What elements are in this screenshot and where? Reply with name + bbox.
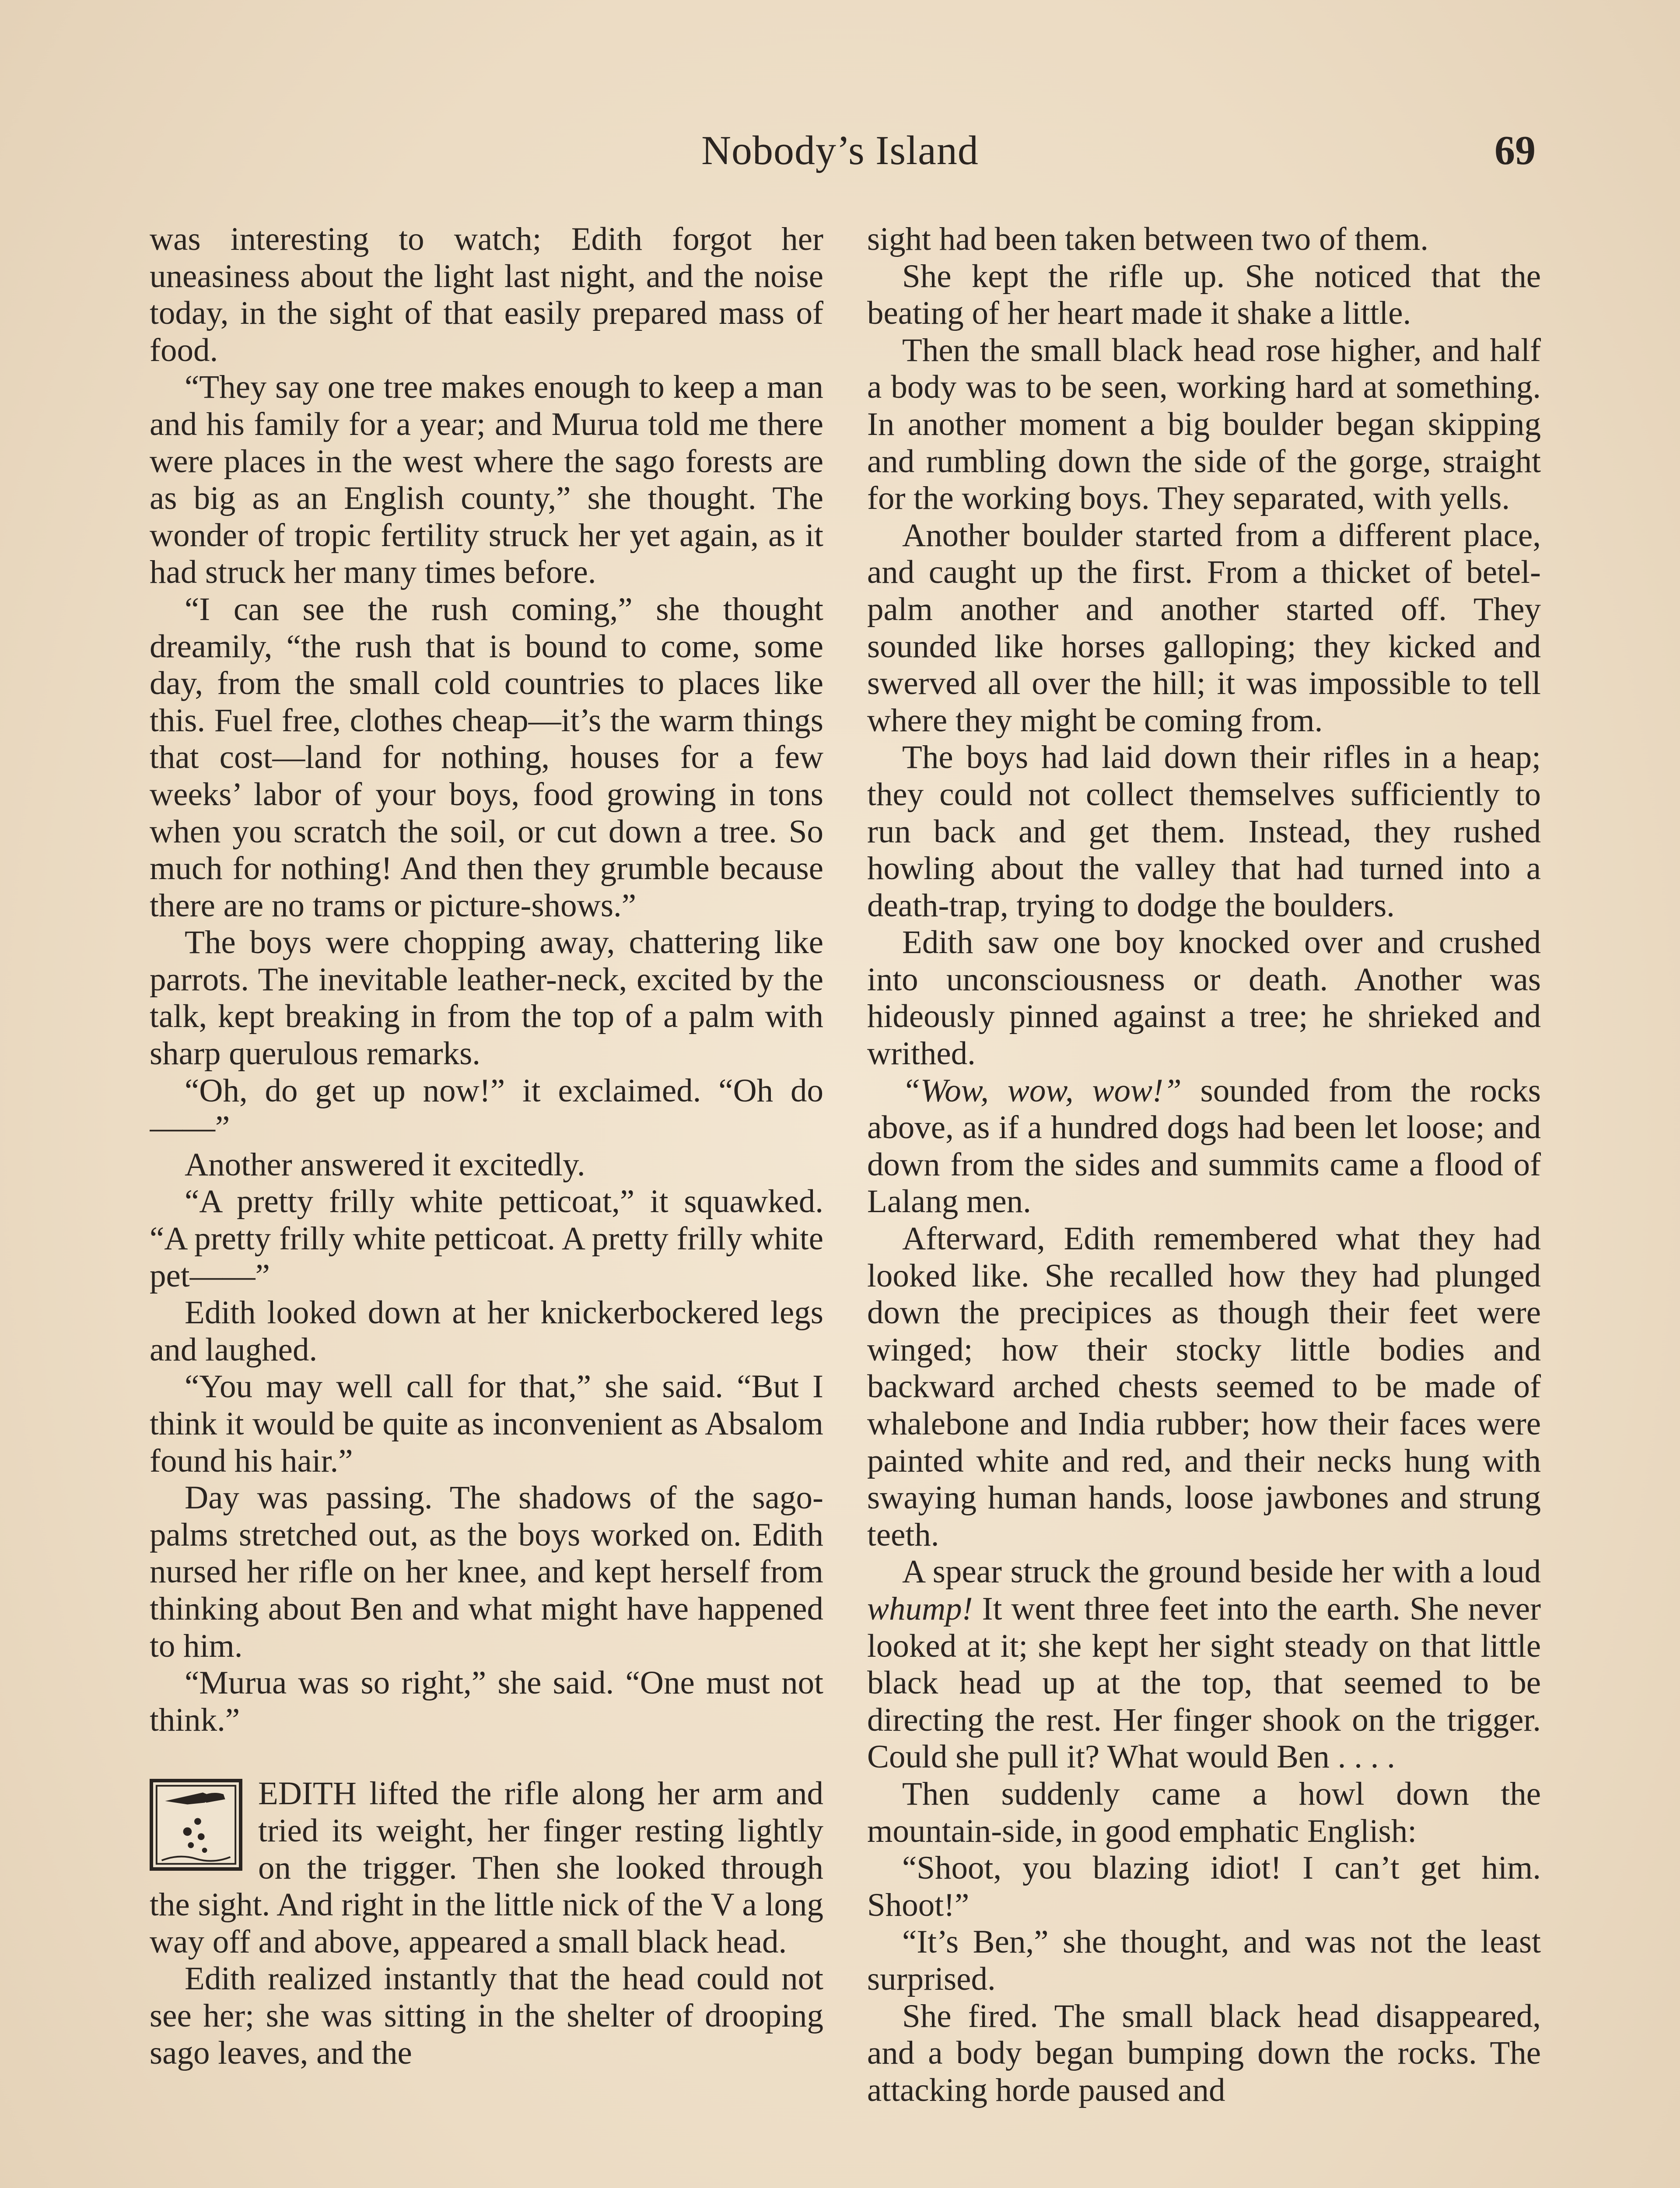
paragraph: “They say one tree makes enough to keep a man and his family for a year; and Murua told me there were places in the west where the sago forests are as big as an English county,” she thought. The wonder of tropic fertility struck her yet again, as it had struck her many times before. [150, 369, 823, 591]
paragraph: “Shoot, you blazing idiot! I can’t get him. Shoot!” [867, 1850, 1541, 1923]
section-lead-word: EDITH [258, 1775, 357, 1812]
paragraph: Edith realized instantly that the head could not see her; she was sitting in the shelter of drooping sago leaves, and the [150, 1960, 823, 2071]
paragraph: She fired. The small black head disappeared, and a body began bumping down the rocks. The attacking horde paused and [867, 1998, 1541, 2108]
paragraph: The boys had laid down their rifles in a heap; they could not collect themselves sufficiently to run back and get them. Instead, they rushed howling about the valley that had turned into a death-trap, trying to dodge the boulders. [867, 739, 1541, 924]
running-title: Nobody’s Island [701, 128, 979, 173]
paragraph: Then the small black head rose higher, and half a body was to be seen, working hard at something. In another moment a big boulder began skipping and rumbling down the side of the gorge, straight for the working boys. They separated, with yells. [867, 332, 1541, 517]
left-column [150, 221, 823, 2188]
paragraph: Then suddenly came a howl down the mountain-side, in good emphatic English: [867, 1775, 1541, 1849]
paragraph: “Oh, do get up now!” it exclaimed. “Oh do——” [150, 1072, 823, 1146]
page-number: 69 [1494, 128, 1536, 173]
right-column [867, 221, 1541, 2188]
paragraph: “You may well call for that,” she said. “But I think it would be quite as inconvenient as Absalom found his hair.” [150, 1368, 823, 1479]
italic-sound: whump! [867, 1590, 973, 1627]
paragraph: Another answered it excitedly. [185, 1146, 585, 1183]
section-opening-paragraph [150, 1775, 823, 1960]
paragraph: She kept the rifle up. She noticed that the beating of her heart made it shake a little. [867, 258, 1541, 332]
paragraph-text: It went three feet into the earth. She never looked at it; she kept her sight steady on that little black head up at the top, that seemed to be directing the rest. Her finger shook on the trigger. Could she pull it? What would Ben . . . . [867, 1590, 1541, 1775]
paragraph: was interesting to watch; Edith forgot her uneasiness about the light last night, and the noise today, in the sight of that easily prepared mass of food. [150, 221, 823, 368]
paragraph-text: sounded from the rocks above, as if a hundred dogs had been let loose; and down from the sides and summits came a flood of Lalang men. [867, 1072, 1541, 1220]
paragraph: The boys were chopping away, chattering like parrots. The inevitable leather-neck, excited by the talk, kept breaking in from the top of a palm with sharp querulous remarks. [150, 924, 823, 1072]
italic-exclamation: “Wow, wow, wow!” [902, 1072, 1182, 1109]
paragraph: Edith saw one boy knocked over and crushed into unconsciousness or death. Another was hideously pinned against a tree; he shrieked and writhed. [867, 924, 1541, 1072]
paragraph: “It’s Ben,” she thought, and was not the least surprised. [867, 1924, 1541, 1997]
paragraph-text: A spear struck the ground beside her with a loud [902, 1553, 1541, 1590]
page-header [0, 127, 1680, 184]
paragraph: Another boulder started from a different place, and caught up the first. From a thicket of betel-palm another and another started off. They sounded like horses galloping; they kicked and swerved all over the hill; it was impossible to tell where they might be coming from. [867, 517, 1541, 739]
paragraph: sight had been taken between two of them. [867, 221, 1428, 257]
paragraph: “Murua was so right,” she said. “One must not think.” [150, 1665, 823, 1738]
paragraph: Afterward, Edith remembered what they had looked like. She recalled how they had plunged down the precipices as though their feet were winged; how their stocky little bodies and backward arched chests seemed to be made of whalebone and India rubber; how their faces were painted white and red, and their necks hung with swaying human hands, loose jawbones and strung teeth. [867, 1220, 1541, 1553]
paragraph [867, 1553, 1541, 1776]
section-paragraph-text: lifted the rifle along her arm and tried its weight, her finger resting lightly on the trigger. Then she looked through the sight. And right in the little nick of the V a long way off and above, appeared a small black head. [150, 1775, 823, 1960]
hand-pouring-icon [150, 1779, 242, 1871]
paragraph: Day was passing. The shadows of the sago-palms stretched out, as the boys worked on. Edith nursed her rifle on her knee, and kept herself from thinking about Ben and what might have happened to him. [150, 1480, 823, 1664]
paragraph [867, 1073, 1541, 1220]
paragraph: Edith looked down at her knickerbockered legs and laughed. [150, 1294, 823, 1368]
paragraph: “I can see the rush coming,” she thought dreamily, “the rush that is bound to come, some day, from the small cold countries to places like this. Fuel free, clothes cheap—it’s the warm things that cost—land for nothing, houses for a few weeks’ labor of your boys, food growing in tons when you scratch the soil, or cut down a tree. So much for nothing! And then they grumble because there are no trams or picture-shows.” [150, 591, 823, 924]
paragraph: “A pretty frilly white petticoat,” it squawked. “A pretty frilly white petticoat. A pretty frilly white pet——” [150, 1183, 823, 1294]
